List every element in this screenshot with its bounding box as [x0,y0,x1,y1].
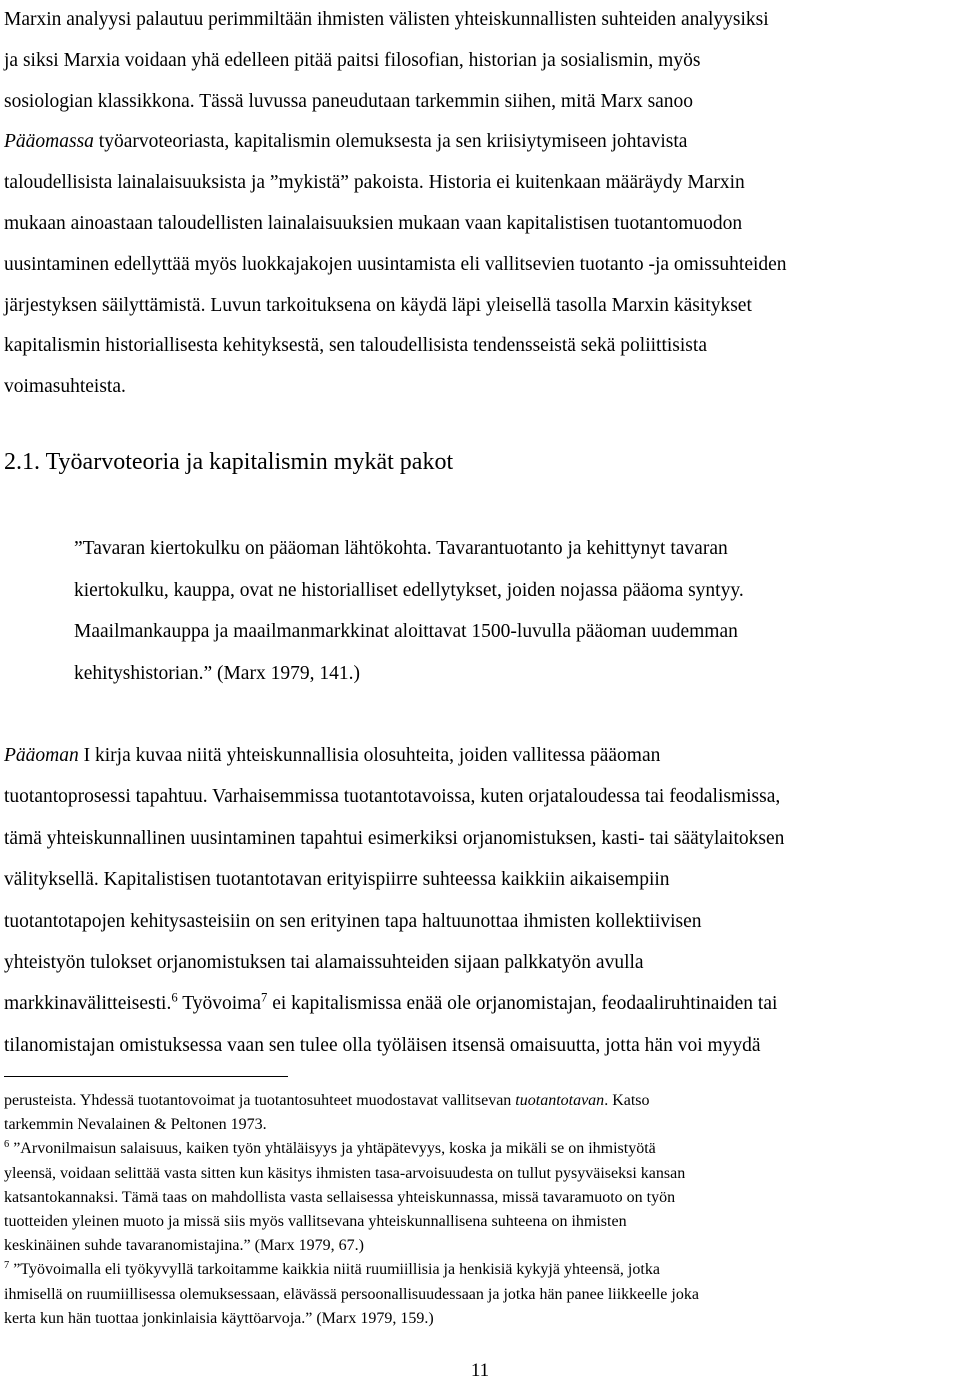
quote-line: Maailmankauppa ja maailmanmarkkinat aloittavat 1500-luvulla pääoman uudemman [74,621,738,642]
book-title-italic: Pääomassa [4,131,94,153]
text-line: tuotantotapojen kehitysasteisiin on sen erityinen tapa haltuunottaa ihmisten kollektiivisen [4,910,702,932]
block-quote [74,528,894,694]
footnote-number: 7 [4,1260,10,1272]
paragraph-body [4,735,956,1066]
text-line: taloudellisista lainalaisuuksista ja ”mykistä” pakoista. Historia ei kuitenkaan määräydy Marxin [4,172,745,194]
book-title-italic: Pääoman [4,745,79,766]
paragraph-intro [4,0,956,408]
text-line: välityksellä. Kapitalistisen tuotantotavan erityispiirre suhteessa kaikkiin aikaisempiin [4,869,670,891]
text-line: voimasuhteista. [4,376,126,398]
footnote-ref-6[interactable]: 6 [171,990,178,1005]
text-line: Pääomassa työarvoteoriasta, kapitalismin olemuksesta ja sen kriisiytymiseen johtavista [4,131,688,153]
text-line: ja siksi Marxia voidaan yhä edelleen pitää paitsi filosofian, historian ja sosialismin, myös [4,49,701,71]
footnote-continuation: perusteista. Yhdessä tuotantovoimat ja tuotantosuhteet muodostavat vallitsevan tuotantotavan. Katso tarkemmin Nevalainen & Peltonen 1973. [4,1092,650,1134]
page-number: 11 [470,1360,490,1381]
text-line: Pääoman I kirja kuvaa niitä yhteiskunnallisia olosuhteita, joiden vallitessa pääoman [4,745,661,766]
quote-line: kehityshistorian.” (Marx 1979, 141.) [74,662,360,684]
footnote-ref-7[interactable]: 7 [261,990,268,1005]
footnote-6: $^6$ ”Arvonilmaisun salaisuus, kaiken työn yhtäläisyys ja yhtäpätevyys, koska ja mikäli se on ihmistyötä yleensä, voidaan selittää vasta sitten kun käsitys ihmisten tasa-arvoisuudesta on tullut pysyväiseksi kansan katsantokannaksi. Tämä taas on mahdollista vasta sellaisessa yhteiskunnassa, missä tavaramuoto on työn tuotteiden yleinen muoto ja missä siis myös vallitsevana yhteiskunnallisena suhteena on ihmisten keskinäinen suhde tavaranomistajina.” (Marx 1979, 67.) [4,1139,686,1255]
quote-line: kiertokulku, kauppa, ovat ne historialliset edellytykset, joiden nojassa pääoma syntyy. [74,579,744,601]
text-line: tämä yhteiskunnallinen uusintaminen tapahtui esimerkiksi orjanomistuksen, kasti- tai säätylaitoksen [4,827,785,849]
text-line: yhteistyön tulokset orjanomistuksen tai alamaissuhteiden sijaan palkkatyön avulla [4,952,644,974]
footnote-number: 6 [4,1139,10,1151]
text-line: Marxin analyysi palautuu perimmiltään ihmisten välisten yhteiskunnallisten suhteiden analyysiksi [4,9,769,30]
text-line: markkinavälitteisesti.$^6$ Työvoima$^7$ ei kapitalismissa enää ole orjanomistajan, feodaaliruhtinaiden tai [4,990,778,1015]
text-line: sosiologian klassikkona. Tässä luvussa paneudutaan tarkemmin siihen, mitä Marx sanoo [4,90,694,112]
text-line: tilanomistajan omistuksessa vaan sen tulee olla työläisen itsensä omaisuutta, jotta hän voi myydä [4,1034,761,1056]
footnotes [4,1089,956,1331]
text-line: mukaan ainoastaan taloudellisten lainalaisuuksien mukaan vaan kapitalistisen tuotantomuodon [4,212,743,234]
text-line: uusintaminen edellyttää myös luokkajakojen uusintamista eli vallitsevien tuotanto -ja omissuhteiden [4,253,787,275]
text-line: järjestyksen säilyttämistä. Luvun tarkoituksena on käydä läpi yleisellä tasolla Marxin käsitykset [4,294,752,316]
text-line: tuotantoprosessi tapahtuu. Varhaisemmissa tuotantotavoissa, kuten orjataloudessa tai feodalismissa, [4,786,781,808]
section-heading: 2.1. Työarvoteoria ja kapitalismin mykät pakot [4,449,454,475]
text-line: kapitalismin historiallisesta kehityksestä, sen taloudellisista tendensseistä sekä poliittisista [4,335,707,357]
footnote-7: $^7$ ”Työvoimalla eli työkyvyllä tarkoitamme kaikkia niitä ruumiillisia ja henkisiä kykyjä yhteensä, jotka ihmisellä on ruumiillisessa olemuksessaan, elävässä persoonallisuudessaan ja jotka hän panee liikkeelle joka kerta kun hän tuottaa jonkinlaisia käyttöarvoja.” (Marx 1979, 159.) [4,1260,699,1327]
quote-line: ”Tavaran kiertokulku on pääoman lähtökohta. Tavarantuotanto ja kehittynyt tavaran [74,538,728,559]
footnote-separator [4,1076,288,1077]
